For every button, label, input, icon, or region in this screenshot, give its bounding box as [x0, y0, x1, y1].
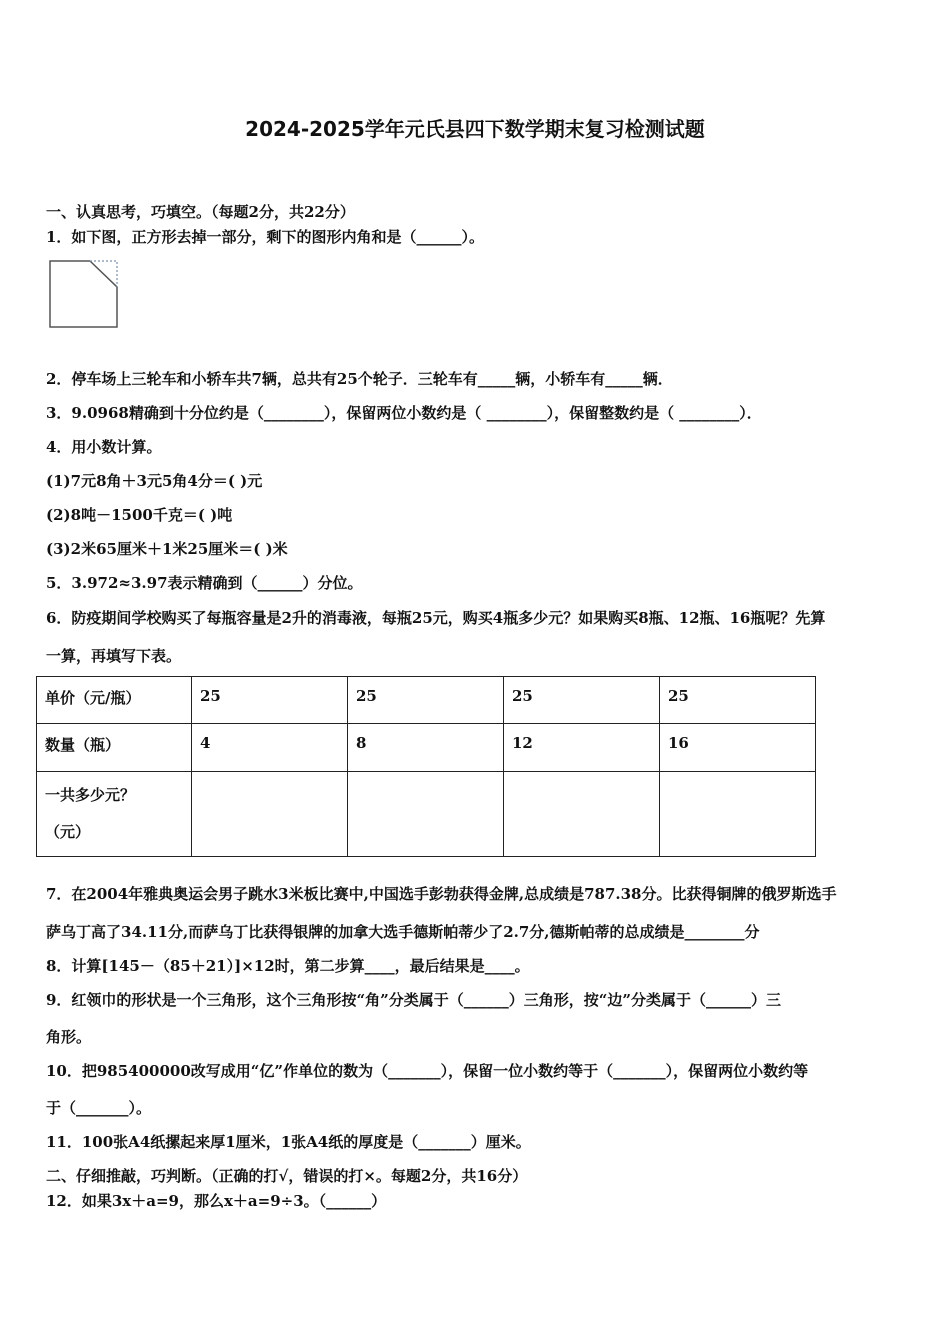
row-header: 数量（瓶）: [37, 724, 192, 772]
page-title: 2024-2025学年元氏县四下数学期末复习检测试题: [245, 117, 705, 141]
table-cell: 8: [348, 724, 504, 772]
table-cell: 16: [660, 724, 816, 772]
question-9-line-1: 9．红领巾的形状是一个三角形，这个三角形按“角”分类属于（______）三角形，按“边”分类属于（______）三: [46, 991, 781, 1009]
question-1: 1．如下图，正方形去掉一部分，剩下的图形内角和是（______）。: [46, 228, 484, 246]
row-header: [37, 772, 192, 857]
question-7-line-1: 7．在2004年雅典奥运会男子跳水3米板比赛中,中国选手彭勃获得金牌,总成绩是787.38分。比获得铜牌的俄罗斯选手: [46, 885, 837, 903]
question-4-part-1: (1)7元8角＋3元5角4分＝( )元: [46, 472, 263, 490]
row-header-line-2: （元）: [45, 823, 91, 841]
question-5: 5．3.972≈3.97表示精确到（______）分位。: [46, 574, 363, 592]
row-header: 单价（元/瓶）: [37, 677, 192, 724]
question-4-part-2: (2)8吨－1500千克＝( )吨: [46, 506, 233, 524]
table-cell: 4: [192, 724, 348, 772]
question-4: 4．用小数计算。: [46, 438, 162, 456]
question-10-line-2: 于（_______）。: [46, 1099, 152, 1117]
answer-cell[interactable]: [504, 772, 660, 857]
question-3: 3．9.0968精确到十分位约是（________），保留两位小数约是（ ________），保留整数约是（ ________）．: [46, 404, 762, 422]
cut-square-figure: [48, 259, 120, 331]
table-cell: 25: [348, 677, 504, 724]
section-1-heading: 一、认真思考，巧填空。（每题2分，共22分）: [46, 203, 355, 221]
question-10-line-1: 10．把985400000改写成用“亿”作单位的数为（_______），保留一位小数约等于（_______），保留两位小数约等: [46, 1062, 809, 1080]
table-row: [37, 724, 816, 772]
question-9-line-2: 角形。: [46, 1028, 92, 1046]
answer-cell[interactable]: [660, 772, 816, 857]
question-6-line-2: 一算，再填写下表。: [46, 647, 182, 665]
table-cell: 25: [504, 677, 660, 724]
question-2: 2．停车场上三轮车和小轿车共7辆，总共有25个轮子．三轮车有_____辆，小轿车有_____辆．: [46, 370, 673, 388]
question-11: 11．100张A4纸摞起来厚1厘米，1张A4纸的厚度是（_______）厘米。: [46, 1133, 531, 1151]
table-cell: 25: [192, 677, 348, 724]
question-7-line-2: 萨乌丁高了34.11分,而萨乌丁比获得银牌的加拿大选手德斯帕蒂少了2.7分,德斯帕蒂的总成绩是________分: [46, 923, 760, 941]
row-header-line-1: 一共多少元？: [45, 786, 136, 804]
question-8: 8．计算[145－（85＋21）]×12时，第二步算____，最后结果是____。: [46, 957, 530, 975]
table-row: [37, 772, 816, 857]
section-2-heading: 二、仔细推敲，巧判断。（正确的打√，错误的打×。每题2分，共16分）: [46, 1167, 528, 1185]
answer-cell[interactable]: [348, 772, 504, 857]
question-6-line-1: 6．防疫期间学校购买了每瓶容量是2升的消毒液，每瓶25元，购买4瓶多少元？如果购买8瓶、12瓶、16瓶呢？先算: [46, 609, 826, 627]
table-cell: 12: [504, 724, 660, 772]
question-12: 12．如果3x＋a=9，那么x＋a=9÷3。（______）: [46, 1192, 387, 1210]
question-4-part-3: (3)2米65厘米＋1米25厘米＝( )米: [46, 540, 288, 558]
price-table: [36, 676, 816, 857]
table-cell: 25: [660, 677, 816, 724]
table-row: [37, 677, 816, 724]
answer-cell[interactable]: [192, 772, 348, 857]
